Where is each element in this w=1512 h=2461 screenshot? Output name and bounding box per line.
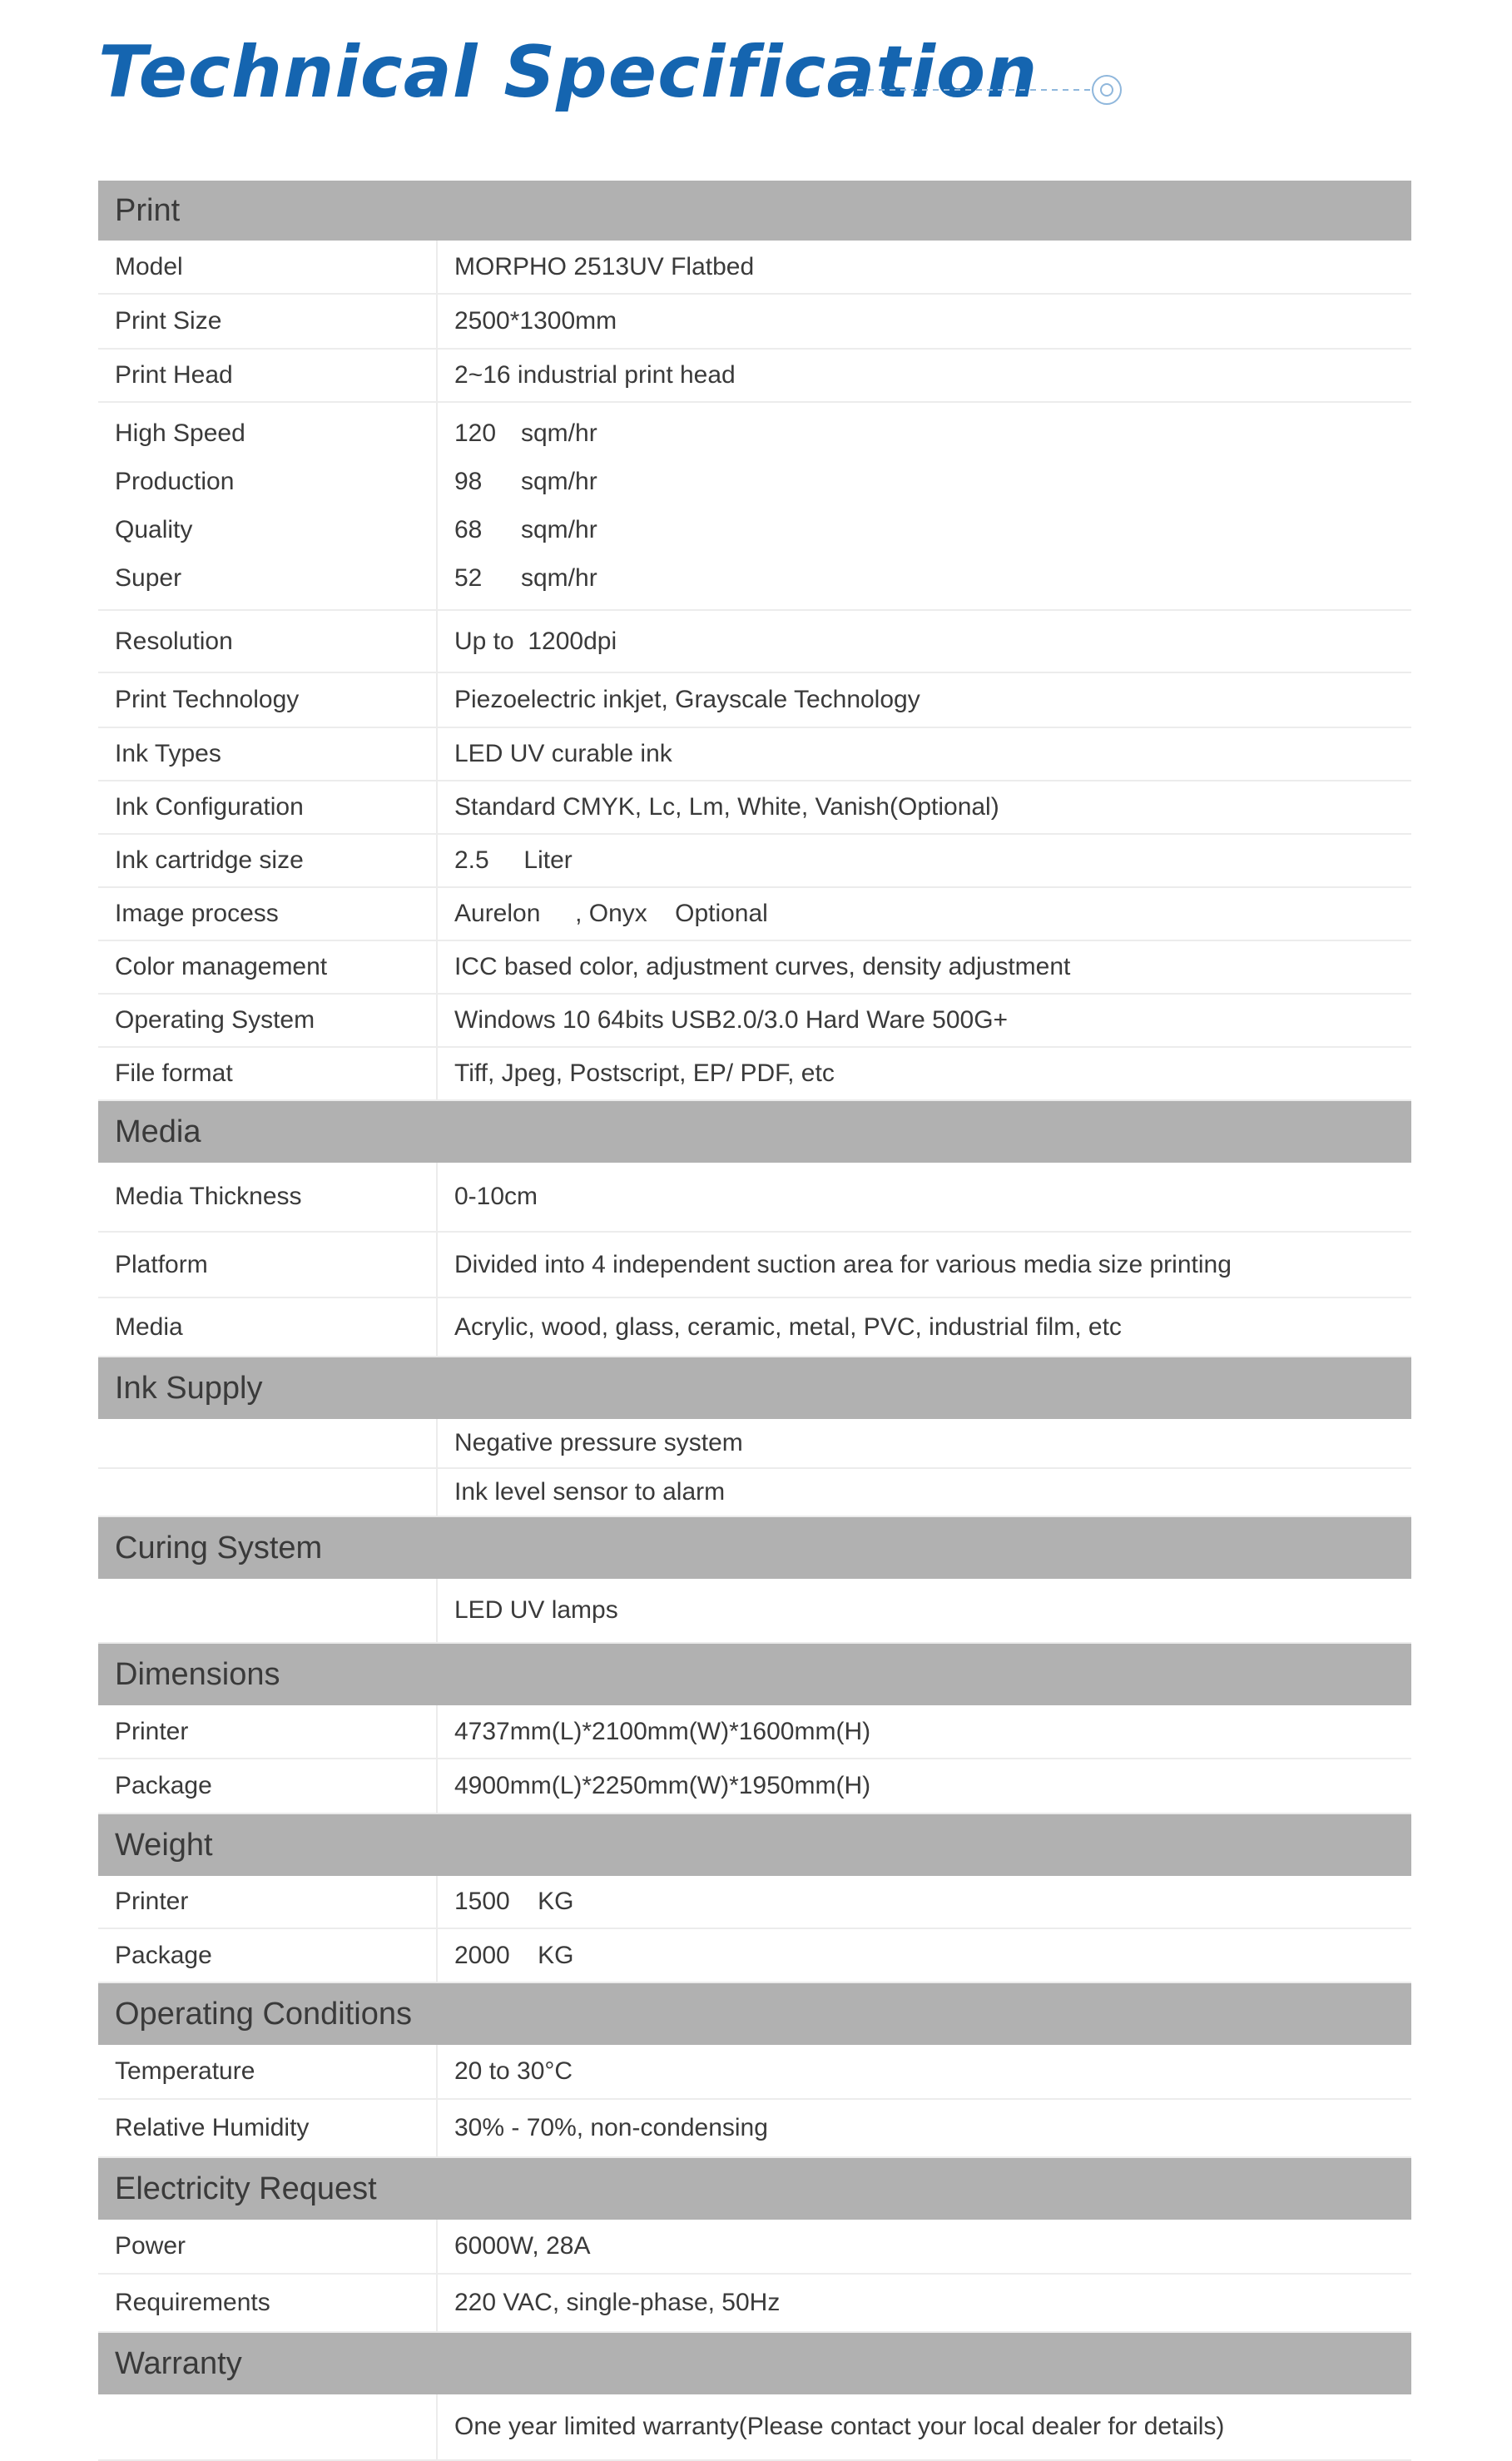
spec-label: Ink cartridge size — [98, 835, 438, 886]
section-title: Electricity Request — [115, 2171, 377, 2206]
spec-value: ICC based color, adjustment curves, density adjustment — [454, 953, 1071, 980]
speed-mode-label: Production — [115, 468, 235, 495]
speed-mode-value — [454, 409, 1411, 458]
spec-label: Media — [98, 1298, 438, 1356]
target-decoration-icon — [857, 70, 1132, 112]
spec-label: Relative Humidity — [98, 2100, 438, 2156]
spec-value: Acrylic, wood, glass, ceramic, metal, PVC, industrial film, etc — [454, 1312, 1122, 1341]
spec-label: Printer — [98, 1705, 438, 1758]
spec-row-operating-system — [98, 995, 1411, 1048]
spec-value: Standard CMYK, Lc, Lm, White, Vanish(Optional) — [454, 793, 999, 821]
spec-row-resolution — [98, 611, 1411, 673]
section-header-weight — [98, 1814, 1411, 1876]
spec-row-relative-humidity — [98, 2100, 1411, 2158]
spec-row-media — [98, 1298, 1411, 1357]
spec-label: Model — [98, 241, 438, 293]
section-header-electricity-request — [98, 2158, 1411, 2220]
section-title: Dimensions — [115, 1656, 280, 1692]
spec-row-package — [98, 1929, 1411, 1983]
spec-value: Aurelon , Onyx Optional — [454, 900, 768, 927]
spec-label: Printer — [98, 1876, 438, 1928]
spec-value: 2500*1300mm — [454, 307, 617, 335]
spec-row-print-technology — [98, 673, 1411, 728]
spec-row-ink-configuration — [98, 781, 1411, 835]
section-header-print — [98, 181, 1411, 241]
spec-label: Package — [98, 1759, 438, 1813]
spec-value: 4737mm(L)*2100mm(W)*1600mm(H) — [454, 1717, 871, 1745]
spec-label: Color management — [98, 941, 438, 993]
spec-label: Power — [98, 2220, 438, 2273]
speed-mode-label: High Speed — [115, 419, 245, 447]
spec-row — [98, 1419, 1411, 1469]
spec-row-image-process — [98, 888, 1411, 941]
spec-value: 220 VAC, single-phase, 50Hz — [454, 2289, 781, 2316]
speed-mode-label: Super — [115, 564, 182, 592]
spec-value: One year limited warranty(Please contact your local dealer for details) — [454, 2413, 1225, 2440]
spec-value: MORPHO 2513UV Flatbed — [454, 252, 755, 280]
spec-label: Image process — [98, 888, 438, 940]
speed-mode-value — [454, 506, 1411, 554]
spec-row — [98, 1469, 1411, 1517]
spec-label: Resolution — [98, 611, 438, 672]
spec-label: Ink Types — [98, 728, 438, 780]
spec-value: 2000 KG — [454, 1941, 574, 1969]
section-title: Curing System — [115, 1530, 323, 1565]
spec-value: 1500 KG — [454, 1888, 574, 1915]
spec-row-power — [98, 2220, 1411, 2275]
spec-value — [438, 403, 1411, 609]
section-title: Media — [115, 1114, 201, 1149]
speed-mode-value — [454, 554, 1411, 603]
speed-number: 120 — [454, 419, 497, 447]
spec-value: 0-10cm — [454, 1183, 538, 1210]
spec-value: Windows 10 64bits USB2.0/3.0 Hard Ware 500G+ — [454, 1006, 1009, 1034]
spec-label: File format — [98, 1048, 438, 1099]
spec-row-print-head — [98, 350, 1411, 403]
page-title: Technical Specification — [98, 31, 1039, 114]
spec-label: Ink Configuration — [98, 781, 438, 833]
spec-label — [98, 1579, 438, 1642]
section-header-dimensions — [98, 1644, 1411, 1705]
section-title: Warranty — [115, 2345, 242, 2381]
speed-number: 68 — [454, 516, 483, 543]
spec-row-print-size — [98, 295, 1411, 350]
section-title: Ink Supply — [115, 1370, 263, 1406]
spec-table — [98, 181, 1411, 2461]
spec-value: 30% - 70%, non-condensing — [454, 2114, 768, 2141]
spec-label — [98, 1469, 438, 1516]
spec-row-package — [98, 1759, 1411, 1814]
speed-mode-value — [454, 458, 1411, 506]
speed-mode-label: Quality — [115, 516, 193, 543]
spec-label — [98, 403, 438, 609]
spec-label: Print Head — [98, 350, 438, 401]
spec-row-ink-types — [98, 728, 1411, 781]
spec-label — [98, 1419, 438, 1467]
spec-row-ink-cartridge-size — [98, 835, 1411, 888]
spec-row — [98, 1579, 1411, 1644]
section-header-warranty — [98, 2333, 1411, 2394]
spec-value: 6000W, 28A — [454, 2232, 591, 2260]
spec-value: Ink level sensor to alarm — [454, 1478, 726, 1506]
spec-value: 2~16 industrial print head — [454, 361, 736, 389]
spec-value: Piezoelectric inkjet, Grayscale Technology — [454, 686, 920, 713]
section-header-operating-conditions — [98, 1983, 1411, 2045]
spec-label: Print Size — [98, 295, 438, 348]
spec-value: Negative pressure system — [454, 1429, 743, 1456]
spec-label: Operating System — [98, 995, 438, 1046]
section-header-curing-system — [98, 1517, 1411, 1579]
speed-unit: sqm/hr — [521, 419, 597, 447]
spec-row-file-format — [98, 1048, 1411, 1101]
spec-row-temperature — [98, 2045, 1411, 2100]
spec-label: Print Technology — [98, 673, 438, 727]
section-header-media — [98, 1101, 1411, 1163]
spec-label — [98, 2394, 438, 2459]
spec-value: LED UV curable ink — [454, 740, 672, 767]
spec-row-media-thickness — [98, 1163, 1411, 1233]
spec-row-printer — [98, 1876, 1411, 1929]
spec-value: 4900mm(L)*2250mm(W)*1950mm(H) — [454, 1772, 871, 1799]
spec-value: Divided into 4 independent suction area for various media size printing — [454, 1250, 1232, 1278]
speed-number: 98 — [454, 468, 483, 495]
spec-label: Media Thickness — [98, 1163, 438, 1231]
speed-number: 52 — [454, 564, 483, 592]
spec-row — [98, 2394, 1411, 2461]
section-header-ink-supply — [98, 1357, 1411, 1419]
spec-label: Package — [98, 1929, 438, 1982]
spec-label: Platform — [98, 1233, 438, 1297]
section-title: Operating Conditions — [115, 1996, 412, 2032]
spec-row-printer — [98, 1705, 1411, 1759]
spec-row-model — [98, 241, 1411, 295]
section-title: Weight — [115, 1827, 213, 1863]
spec-value: 2.5 Liter — [454, 846, 573, 874]
spec-label: Temperature — [98, 2045, 438, 2098]
speed-unit: sqm/hr — [521, 516, 597, 543]
spec-value: Tiff, Jpeg, Postscript, EP/ PDF, etc — [454, 1059, 835, 1087]
spec-value: Up to 1200dpi — [454, 627, 617, 655]
spec-row-print-speed — [98, 403, 1411, 611]
spec-value: LED UV lamps — [454, 1596, 618, 1624]
spec-label: Requirements — [98, 2275, 438, 2331]
spec-value: 20 to 30°C — [454, 2057, 573, 2085]
spec-row-requirements — [98, 2275, 1411, 2333]
speed-unit: sqm/hr — [521, 564, 597, 592]
spec-row-platform — [98, 1233, 1411, 1298]
speed-unit: sqm/hr — [521, 468, 597, 495]
section-title: Print — [115, 192, 181, 228]
spec-row-color-management — [98, 941, 1411, 995]
